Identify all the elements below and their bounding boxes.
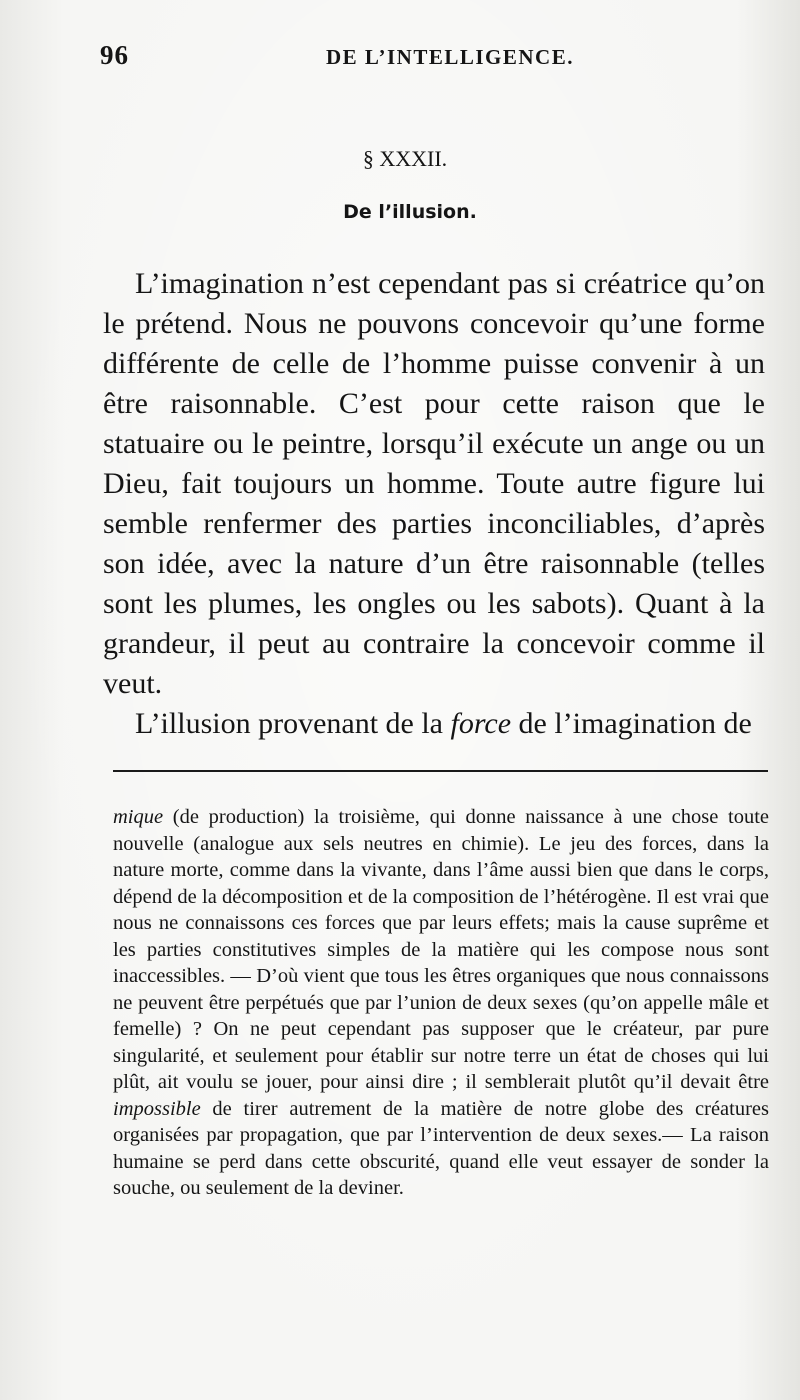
- footnote-text: (de production) la troisième, qui donne naissance à une chose toute nouvelle (analogue aux sels neutres en chimie). Le jeu des forces, dans la nature morte, comme dans la vivante, dans l’âme aussi bien que dans le corps, dépend de la décomposition et de la composition de l’hétérogène. Il est vrai que nous ne connaissons ces forces que par leurs effets; mais la cause suprême et les parties constitutives simples de la matière qui les compose nous sont inaccessibles. — D’où vient que tous les êtres organiques que nous connaissons ne peuvent être perpétués que par l’union de deux sexes (qu’on appelle mâle et femelle) ? On ne peut cependant pas supposer que le créateur, par pure singularité, et seulement pour établir sur notre terre un état de choses qui lui plût, ait voulu se jouer, pour ainsi dire ; il semblerait plutôt qu’il devait être: [113, 806, 769, 1093]
- footnote-text: de tirer autrement de la matière de notre globe des créatures organisées par propagation, que par l’intervention de deux sexes.— La raison humaine se perd dans cette obscurité, quand elle veut essayer de sonder la souche, ou seulement de la deviner.: [113, 1097, 769, 1199]
- footnote-divider: [113, 770, 768, 772]
- paragraph-text: L’illusion provenant de la: [135, 707, 451, 740]
- section-title: De l’illusion.: [343, 201, 477, 223]
- emphasis: mique: [113, 806, 164, 828]
- paragraph-text: de l’imagination de: [511, 707, 752, 740]
- main-text: [103, 264, 765, 744]
- footnote: [113, 804, 769, 1202]
- page-header: [100, 40, 760, 80]
- emphasis: force: [450, 707, 512, 740]
- paragraph: L’imagination n’est cependant pas si créatrice qu’on le prétend. Nous ne pouvons concevoir qu’une forme différente de celle de l’homme puisse convenir à un être raisonnable. C’est pour cette raison que le statuaire ou le peintre, lorsqu’il exécute un ange ou un Dieu, fait toujours un homme. Toute autre figure lui semble renfermer des parties inconciliables, d’après son idée, avec la nature d’un être raisonnable (telles sont les plumes, les ongles ou les sabots). Quant à la grandeur, il peut au contraire la concevoir comme il veut.: [103, 267, 765, 700]
- paragraph: [103, 704, 765, 744]
- emphasis: impossible: [113, 1097, 201, 1120]
- page-number: 96: [100, 40, 129, 70]
- section-number: § XXXII.: [362, 146, 448, 171]
- running-title: DE L’INTELLIGENCE.: [326, 45, 574, 69]
- footnote-paragraph: [113, 804, 769, 1202]
